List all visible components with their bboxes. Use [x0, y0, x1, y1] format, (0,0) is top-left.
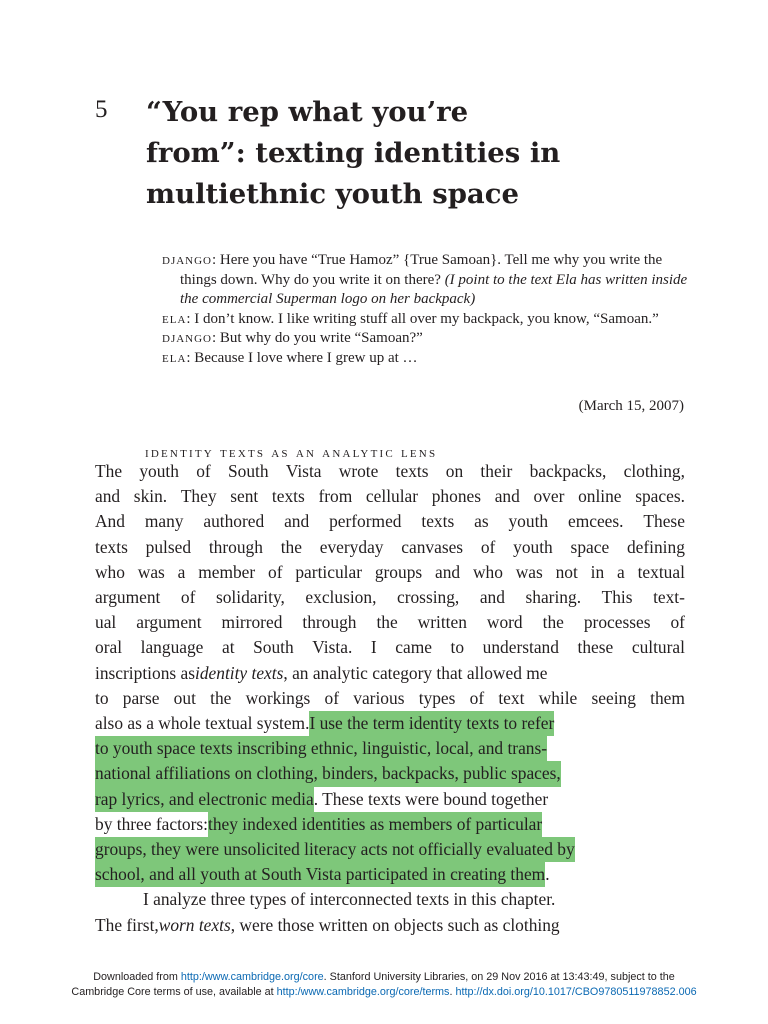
word: the	[376, 612, 398, 633]
text-line	[95, 736, 685, 761]
word: on	[445, 461, 464, 481]
word: phones	[431, 486, 482, 507]
footer-text: .	[449, 986, 456, 998]
word: of	[196, 461, 211, 481]
highlighted-text[interactable]: groups, they were unsolicited literacy acts not officially evaluated by	[95, 837, 575, 862]
word: ual	[95, 612, 117, 633]
word: came	[395, 637, 432, 658]
cambridge-core-link[interactable]: http:/www.cambridge.org/core	[180, 971, 324, 983]
word: out	[173, 687, 196, 708]
word: authored	[203, 511, 265, 532]
footer-text: . Stanford University Libraries, on 29 Nov 2016 at 13:43:49, subject to the	[323, 971, 675, 983]
chapter-title-line: “You rep what you’re	[146, 96, 469, 128]
word: mirrored	[221, 612, 283, 633]
word: a	[617, 561, 625, 582]
word: argument	[95, 587, 161, 608]
text-run: I analyze three types of interconnected texts in this chapter.	[143, 889, 556, 910]
word: of	[324, 687, 340, 708]
word: a	[177, 561, 186, 582]
word: over	[533, 486, 565, 507]
text-line	[95, 459, 685, 484]
text-line	[95, 509, 685, 534]
word: many	[144, 511, 184, 532]
word: oral	[95, 637, 123, 658]
highlighted-text[interactable]: school, and all youth at South Vista participated in creating them	[95, 862, 545, 887]
footer-text: Downloaded from	[93, 971, 181, 983]
word: canvases	[401, 536, 464, 557]
chapter-number: 5	[95, 96, 108, 123]
word: from	[318, 486, 353, 507]
terms-link[interactable]: http:/www.cambridge.org/core/terms	[276, 986, 450, 998]
word: I	[370, 637, 377, 658]
word: They	[180, 486, 217, 507]
word: texts	[421, 511, 455, 532]
word: through	[302, 612, 357, 633]
word: through	[208, 536, 263, 557]
word: to	[450, 637, 465, 658]
word: them	[650, 687, 685, 708]
text-line	[95, 761, 685, 786]
word: the	[280, 536, 302, 557]
word: everyday	[319, 536, 384, 557]
text-run: by three factors:	[95, 813, 208, 834]
word: crossing,	[396, 587, 460, 608]
word: who	[472, 561, 503, 582]
download-footer	[0, 970, 768, 1000]
word: texts	[95, 536, 128, 557]
word: space	[570, 536, 610, 557]
word: text	[498, 687, 525, 708]
highlighted-text[interactable]: I use the term identity texts to refer	[309, 711, 554, 736]
word: These	[643, 511, 685, 532]
word: pulsed	[145, 536, 192, 557]
chapter-title-line: multiethnic youth space	[146, 178, 519, 210]
speaker-name: django	[162, 330, 212, 346]
word: their	[480, 461, 513, 481]
word: South	[227, 461, 269, 481]
word: of	[480, 536, 496, 557]
word: and	[494, 486, 520, 507]
word: exclusion,	[305, 587, 377, 608]
text-line	[95, 686, 685, 711]
text-line	[95, 535, 685, 560]
word: to	[95, 687, 109, 708]
word: South	[253, 637, 294, 658]
word: This	[601, 587, 633, 608]
word: of	[180, 587, 196, 608]
word: wrote	[338, 461, 379, 481]
word: understand	[482, 637, 559, 658]
speaker-name: ela	[162, 349, 187, 366]
word: workings	[245, 687, 311, 708]
word: word	[486, 612, 523, 633]
emphasis-term: worn texts	[158, 914, 231, 935]
dialogue-text: : I don’t know. I like writing stuff all over my backpack, you know, “Samoan.”	[186, 310, 659, 327]
word: groups	[374, 561, 423, 582]
stage-direction: (I point to the text Ela has written inside the commercial Superman logo on her backpack)	[180, 271, 688, 307]
body-paragraph	[95, 459, 685, 938]
speaker-name: django	[162, 252, 212, 268]
text-line	[95, 484, 685, 509]
text-line	[95, 787, 685, 812]
word: at	[221, 637, 235, 658]
footer-line	[0, 985, 768, 1000]
word: sent	[230, 486, 259, 507]
text-run: .	[545, 864, 550, 885]
word: performed	[329, 511, 402, 532]
highlighted-text[interactable]: rap lyrics, and electronic media	[95, 787, 314, 812]
word: youth	[139, 461, 179, 481]
dialogue-text: : Here you have “True Hamoz” {True Samoan}. Tell me why you write the things down. Why do you write it on there?	[180, 252, 663, 288]
word: texts	[271, 486, 305, 507]
text-line	[95, 635, 685, 660]
word: sharing.	[525, 587, 582, 608]
dialogue-line	[162, 251, 692, 310]
word: and	[284, 511, 310, 532]
text-run: , an analytic category that allowed me	[283, 662, 548, 683]
word: and	[434, 561, 461, 582]
text-run: The first,	[95, 914, 159, 935]
word: parse	[122, 687, 160, 708]
word: youth	[513, 536, 553, 557]
word: backpacks,	[529, 461, 607, 481]
footer-line	[0, 970, 768, 985]
word: cellular	[365, 486, 419, 507]
text-line	[95, 585, 685, 610]
chapter-title	[146, 92, 666, 215]
word: the	[210, 687, 232, 708]
word: language	[140, 637, 204, 658]
section-heading: identity texts as an analytic lens	[145, 444, 438, 461]
text-line	[95, 711, 685, 736]
word: of	[469, 687, 485, 708]
word: of	[268, 561, 283, 582]
word: solidarity,	[215, 587, 285, 608]
word: skin.	[133, 486, 168, 507]
word: Vista	[285, 461, 322, 481]
text-line	[95, 913, 685, 938]
highlighted-text[interactable]: national affiliations on clothing, binders, backpacks, public spaces,	[95, 761, 561, 786]
word: of	[670, 612, 685, 633]
emphasis-term: identity texts	[195, 662, 284, 683]
text-line	[95, 812, 685, 837]
word: online	[578, 486, 622, 507]
word: these	[577, 637, 614, 658]
text-line	[95, 560, 685, 585]
highlighted-text[interactable]: they indexed identities as members of particular	[208, 812, 542, 837]
word: cultural	[631, 637, 685, 658]
word: text-	[653, 587, 685, 608]
word: member	[198, 561, 256, 582]
word: spaces.	[635, 486, 685, 507]
word: was	[515, 561, 543, 582]
chapter-title-line: from”: texting identities in	[146, 137, 561, 169]
text-run: inscriptions as	[95, 662, 195, 683]
speaker-name: ela	[162, 310, 187, 327]
word: as	[474, 511, 489, 532]
word: the	[542, 612, 564, 633]
word: who	[95, 561, 125, 582]
word: Vista.	[312, 637, 353, 658]
dialogue-text: : But why do you write “Samoan?”	[212, 330, 423, 346]
word: emcees.	[567, 511, 624, 532]
dialogue-line	[162, 329, 692, 349]
text-line	[95, 661, 685, 686]
word: particular	[295, 561, 362, 582]
word: textual	[637, 561, 685, 582]
word: was	[137, 561, 165, 582]
word: and	[479, 587, 505, 608]
word: And	[95, 511, 125, 532]
text-run: . These texts were bound together	[313, 788, 549, 809]
epigraph-dialogue	[162, 251, 692, 368]
text-line	[95, 862, 685, 887]
text-line	[95, 887, 685, 912]
word: in	[590, 561, 605, 582]
text-run: also as a whole textual system.	[95, 713, 310, 734]
dialogue-line	[162, 310, 692, 330]
word: various	[353, 687, 405, 708]
word: argument	[136, 612, 202, 633]
footer-text: Cambridge Core terms of use, available at	[71, 986, 277, 998]
word: while	[538, 687, 578, 708]
dialogue-text: : Because I love where I grew up at …	[186, 349, 418, 366]
word: seeing	[591, 687, 636, 708]
word: texts	[395, 461, 429, 481]
word: youth	[508, 511, 549, 532]
doi-link[interactable]: http://dx.doi.org/10.1017/CBO9780511978852.006	[455, 986, 697, 998]
word: types	[418, 687, 456, 708]
highlighted-text[interactable]: to youth space texts inscribing ethnic, linguistic, local, and trans-	[95, 736, 547, 761]
word: and	[95, 486, 121, 507]
text-line	[95, 610, 685, 635]
dialogue-date: (March 15, 2007)	[578, 398, 684, 414]
word: clothing,	[623, 461, 685, 481]
dialogue-line	[162, 349, 692, 369]
word: written	[417, 612, 467, 633]
text-run: , were those written on objects such as clothing	[230, 914, 560, 935]
word: The	[95, 461, 123, 481]
text-line	[95, 837, 685, 862]
word: defining	[626, 536, 685, 557]
word: not	[555, 561, 578, 582]
word: processes	[583, 612, 651, 633]
